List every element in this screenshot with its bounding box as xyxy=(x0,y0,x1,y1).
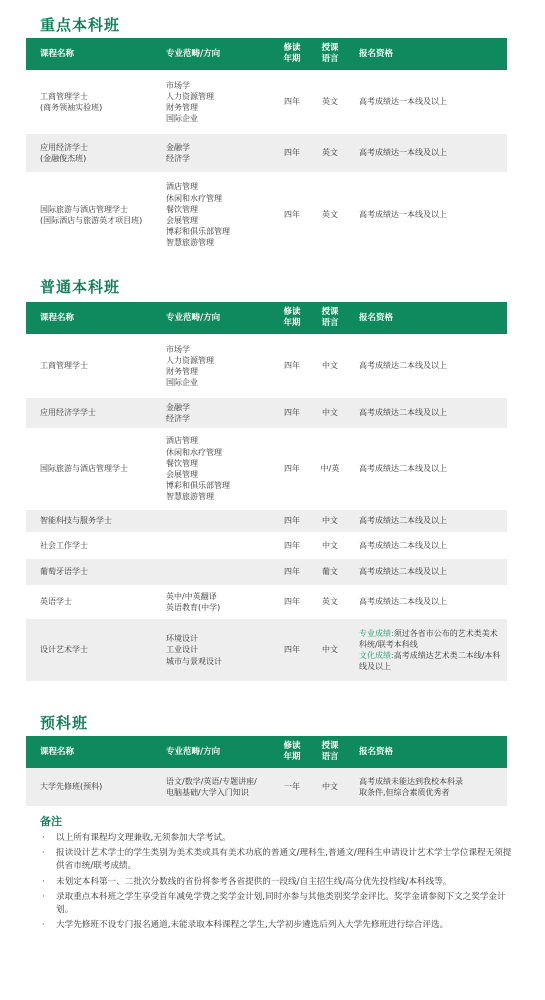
note-text: 录取重点本科班之学生享受首年减免学费之奖学金计划,同时亦参与其他类别奖学金评比。奖学金请参阅下文之奖学金计划。 xyxy=(56,891,506,916)
art-score-label: 专业成绩: xyxy=(359,628,394,638)
header-course: 课程名称 xyxy=(40,746,75,757)
header-field: 专业范畴/方向 xyxy=(166,312,221,323)
culture-score-text: 高考成绩达艺术类二本线/本科线及以上 xyxy=(359,651,501,672)
course-years: 四年 xyxy=(284,645,300,655)
course-language: 英文 xyxy=(322,148,338,158)
course-language: 中文 xyxy=(322,408,338,418)
table-row xyxy=(26,532,507,559)
course-fields: 语文/数学/英语/专题讲座/ 电脑基础/大学入门知识 xyxy=(166,776,257,797)
table-header-row xyxy=(26,736,507,768)
course-years: 四年 xyxy=(284,97,300,107)
header-language: 授课 语言 xyxy=(321,741,339,762)
art-score-text: 须过各省市公布的艺术类美术科统/联考本科线 xyxy=(359,628,498,649)
table-row xyxy=(26,585,507,619)
note-item xyxy=(42,832,512,845)
course-requirement: 高考成绩未能达到我校本科录 取条件,但综合素质优秀者 xyxy=(359,776,463,797)
course-fields: 市场学 人力资源管理 财务管理 国际企业 xyxy=(166,80,214,124)
course-requirement: 高考成绩达二本线及以上 xyxy=(359,516,447,526)
course-requirement: 高考成绩达一本线及以上 xyxy=(359,97,447,107)
header-years: 修读 年期 xyxy=(283,741,301,762)
header-field: 专业范畴/方向 xyxy=(166,746,221,757)
note-text: 以上所有课程均文理兼收,无须参加大学考试。 xyxy=(56,833,231,843)
section-title-regular-undergrad: 普通本科班 xyxy=(40,278,121,296)
course-years: 四年 xyxy=(284,567,300,577)
course-years: 四年 xyxy=(284,210,300,220)
course-requirement: 高考成绩达二本线及以上 xyxy=(359,361,447,371)
regular-undergrad-table xyxy=(26,302,507,681)
header-years: 修读 年期 xyxy=(283,43,301,64)
note-item xyxy=(42,876,512,889)
table-row xyxy=(26,398,507,428)
course-fields: 金融学 经济学 xyxy=(166,402,190,423)
course-language: 中/英 xyxy=(320,464,340,474)
table-row xyxy=(26,559,507,585)
course-name: 社会工作学士 xyxy=(40,540,88,550)
course-requirement: 高考成绩达一本线及以上 xyxy=(359,148,447,158)
course-fields xyxy=(153,532,273,559)
course-language: 英文 xyxy=(322,210,338,220)
note-item xyxy=(42,919,512,932)
course-name: 葡萄牙语学士 xyxy=(40,567,88,577)
table-row xyxy=(26,428,507,510)
course-language: 中文 xyxy=(322,645,338,655)
header-language: 授课 语言 xyxy=(321,307,339,328)
course-name: 国际旅游与酒店管理学士 (国际酒店与旅游英才项目班) xyxy=(40,204,143,225)
course-fields: 金融学 经济学 xyxy=(166,142,190,163)
header-field: 专业范畴/方向 xyxy=(166,48,221,59)
course-years: 四年 xyxy=(284,597,300,607)
course-fields: 酒店管理 休闲和水疗管理 餐饮管理 会展管理 博彩和俱乐部管理 智慧旅游管理 xyxy=(166,436,230,502)
course-requirement: 高考成绩达二本线及以上 xyxy=(359,408,447,418)
header-course: 课程名称 xyxy=(40,312,75,323)
table-row xyxy=(26,134,507,172)
note-item xyxy=(42,847,512,873)
course-requirement xyxy=(349,619,507,681)
header-language: 授课 语言 xyxy=(321,43,339,64)
course-language: 中文 xyxy=(322,540,338,550)
course-years: 四年 xyxy=(284,148,300,158)
course-name: 应用经济学士 (金融俊杰班) xyxy=(40,142,88,163)
bullet: · xyxy=(42,920,45,931)
note-item xyxy=(42,891,512,917)
table-row xyxy=(26,510,507,532)
course-name: 工商管理学士 (商务领袖实验班) xyxy=(40,91,103,112)
course-years: 一年 xyxy=(284,782,300,792)
course-name: 应用经济学学士 xyxy=(40,408,96,418)
course-name: 设计艺术学士 xyxy=(40,645,88,655)
bullet: · xyxy=(42,848,45,859)
header-requirement: 报名资格 xyxy=(359,312,394,323)
header-course: 课程名称 xyxy=(40,48,75,59)
course-fields xyxy=(153,510,273,532)
course-language: 中文 xyxy=(322,361,338,371)
course-fields: 酒店管理 休闲和水疗管理 餐饮管理 会展管理 博彩和俱乐部管理 智慧旅游管理 xyxy=(166,182,230,248)
bullet: · xyxy=(42,876,45,887)
header-requirement: 报名资格 xyxy=(359,48,394,59)
section-title-key-undergrad: 重点本科班 xyxy=(40,16,121,34)
note-text: 未划定本科第一、二批次分数线的省份将参考各省提供的一段线/自主招生线/高分优先投档线/本科线等。 xyxy=(56,876,452,887)
course-years: 四年 xyxy=(284,361,300,371)
notes-title: 备注 xyxy=(40,815,62,828)
header-years: 修读 年期 xyxy=(283,307,301,328)
course-name: 国际旅游与酒店管理学士 xyxy=(40,464,128,474)
course-name: 工商管理学士 xyxy=(40,361,88,371)
table-row xyxy=(26,334,507,398)
course-requirement: 高考成绩达二本线及以上 xyxy=(359,464,447,474)
course-years: 四年 xyxy=(284,464,300,474)
course-language: 葡文 xyxy=(322,567,338,577)
foundation-table xyxy=(26,736,507,806)
course-language: 中文 xyxy=(322,516,338,526)
course-requirement: 高考成绩达二本线及以上 xyxy=(359,567,447,577)
section-title-foundation: 预科班 xyxy=(40,714,89,732)
course-language: 英文 xyxy=(322,597,338,607)
course-fields: 环境设计 工业设计 城市与景观设计 xyxy=(166,634,222,666)
course-years: 四年 xyxy=(284,408,300,418)
course-name: 英语学士 xyxy=(40,597,72,607)
table-row xyxy=(26,70,507,134)
course-years: 四年 xyxy=(284,540,300,550)
table-row xyxy=(26,768,507,806)
course-name: 大学先修班(预科) xyxy=(40,782,103,792)
course-years: 四年 xyxy=(284,516,300,526)
table-header-row xyxy=(26,38,507,70)
table-row xyxy=(26,619,507,681)
bullet: · xyxy=(42,833,45,843)
note-text: 大学先修班不设专门报名通道,未能录取本科课程之学生,大学初步遴选后列入大学先修班进行综合评选。 xyxy=(56,920,449,931)
course-language: 中文 xyxy=(322,782,338,792)
culture-score-label: 文化成绩: xyxy=(359,651,394,660)
header-requirement: 报名资格 xyxy=(359,746,394,757)
course-requirement: 高考成绩达一本线及以上 xyxy=(359,210,447,220)
course-fields: 英中/中英翻译 英语教育(中学) xyxy=(166,591,221,612)
table-row xyxy=(26,172,507,258)
course-requirement: 高考成绩达二本线及以上 xyxy=(359,540,447,550)
course-name: 智能科技与服务学士 xyxy=(40,516,112,526)
course-requirement: 高考成绩达二本线及以上 xyxy=(359,597,447,607)
course-language: 英文 xyxy=(322,97,338,107)
key-undergrad-table xyxy=(26,38,507,258)
course-fields xyxy=(153,559,273,585)
table-header-row xyxy=(26,302,507,334)
bullet: · xyxy=(42,891,45,902)
notes-list xyxy=(42,832,512,934)
note-text: 报读设计艺术学士的学生类别为美术类或具有美术功底的普通文/理科生,普通文/理科生申请设计艺术学士学位课程无须提供省市统/联考成绩。 xyxy=(56,848,512,872)
course-fields: 市场学 人力资源管理 财务管理 国际企业 xyxy=(166,344,214,388)
